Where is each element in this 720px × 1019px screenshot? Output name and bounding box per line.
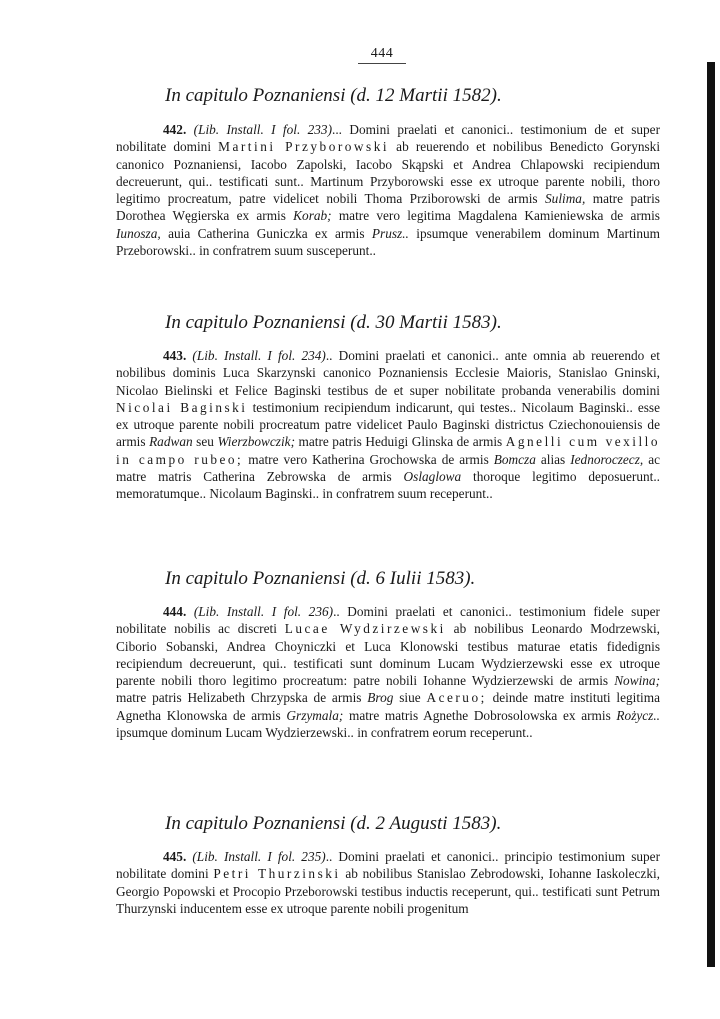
coat-of-arms: Iednoroczecz, — [570, 451, 644, 467]
spaced-name: Aceruo; — [426, 690, 487, 706]
page-number: 444 — [370, 46, 394, 61]
coat-of-arms: Oslaglowa — [403, 469, 462, 485]
coat-of-arms: Wierzbowczik; — [217, 434, 295, 450]
entry-text: ipsumque dominum Lucam Wydzierzewski.. in confratrem eorum receperunt.. — [116, 725, 533, 741]
coat-of-arms: Prusz.. — [371, 225, 409, 241]
entry-text: matre patris Heduigi Glinska de armis — [295, 434, 506, 450]
section-heading: In capitulo Poznaniensi (d. 6 Iulii 1583). — [165, 568, 476, 589]
entry-text: ab reuerendo et nobilibus Benedicto Gorynski canonico Poznaniensi, Iacobo Zapolski, Iacobo Skąpski et Andrea Chlapowski recipiendum decreuerunt, qui.. testificati sunt.. Martinum Przyborowski esse ex utroque parente nobili, thoro legitimo procreatum, patre videlicet nobili Thoma Prziborowski de armis — [116, 139, 661, 207]
coat-of-arms: Bomcza — [493, 451, 536, 467]
entry-paragraph — [116, 848, 660, 917]
entry-text: thoroque legitimo deposuerunt.. memoratumque.. Nicolaum Baginski.. in confratrem suum receperunt.. — [116, 469, 660, 502]
coat-of-arms: Grzymala; — [286, 707, 344, 723]
coat-of-arms: Rożycz.. — [616, 707, 660, 723]
section-heading: In capitulo Poznaniensi (d. 2 Augusti 1583). — [165, 813, 502, 834]
entry-text: deinde matre instituti legitima Agnetha Klonowska de armis — [116, 690, 660, 723]
entry-text: siue — [393, 690, 427, 706]
entry-text: ab nobilibus Stanislao Zebrodowski, Iohanne Iaskoleczki, Georgio Popowski et Procopio Przeborowski testibus inductis receperunt, qui.. testificati sunt Petrum Thurzynski inducentem esse ex utroque parente nobili progenitum — [116, 866, 660, 916]
coat-of-arms: Brog — [367, 690, 394, 706]
entry-text: .. Domini praelati et canonici.. ante omnia ab reuerendo et nobilibus dominis Luca Skarzynski canonico Poznaniensis Ecclesie Maioris, Stanislao Gninski, Nicolao Bielinski et Felice Baginski testibus de et super nobilitate probanda venerabilis domini — [116, 348, 661, 398]
entry-paragraph — [116, 347, 660, 503]
page-edge-bar — [707, 62, 715, 967]
entry-number: 443. — [163, 348, 187, 363]
entry-text: auia Catherina Guniczka ex armis — [160, 225, 372, 241]
spaced-name: Agnelli cum vexillo in campo rubeo; — [116, 434, 661, 467]
entry-text: .. Domini praelati et canonici.. principio testimonium super nobilitate domini — [116, 849, 660, 882]
coat-of-arms: Nowina; — [614, 673, 660, 689]
entry-number: 444. — [163, 604, 187, 619]
entry-number: 442. — [163, 122, 187, 137]
spaced-name: Martini Przyborowski — [218, 139, 390, 155]
entry-source: (Lib. Install. I fol. 233) — [193, 122, 333, 137]
entry-text: matre vero Katherina Grochowska de armis — [243, 451, 494, 467]
entry-text: seu — [192, 434, 218, 450]
entry-text: testimonium recipiendum indicarunt, qui testes.. Nicolaum Baginski.. esse ex utroque parente nobili procreatum patre videlicet Paulo Baginski districtus Cziechonouiensis de armis — [116, 399, 660, 450]
entry-text: ipsumque venerabilem dominum Martinum Przeborowski.. in confratrem suum susceperunt.. — [116, 225, 660, 259]
section-heading: In capitulo Poznaniensi (d. 12 Martii 1582). — [165, 85, 502, 106]
section-heading: In capitulo Poznaniensi (d. 30 Martii 1583). — [165, 312, 502, 333]
entry-text: ac matre matris Catherina Zebrowska de armis — [116, 451, 660, 485]
coat-of-arms: Sulima, — [545, 191, 586, 207]
entry-source: (Lib. Install. I fol. 235) — [192, 849, 326, 864]
page-number-rule — [358, 63, 406, 64]
coat-of-arms: Radwan — [149, 434, 193, 450]
entry-source: (Lib. Install. I fol. 234) — [192, 348, 326, 363]
entry-source: (Lib. Install. I fol. 236) — [193, 604, 334, 619]
entry-text: matre patris Helizabeth Chrzypska de armis — [116, 690, 368, 706]
entry-number: 445. — [163, 849, 187, 864]
coat-of-arms: Korab; — [293, 208, 332, 224]
coat-of-arms: Iunosza, — [116, 225, 161, 241]
spaced-name: Lucae Wydzirzewski — [284, 621, 446, 637]
entry-text: matre vero legitima Magdalena Kamieniewska de armis — [331, 208, 660, 224]
entry-paragraph — [116, 603, 660, 741]
entry-text: ... Domini praelati et canonici.. testimonium de et super nobilitate domini — [116, 122, 661, 155]
entry-text: ab nobilibus Leonardo Modrzewski, Ciborio Sobanski, Andrea Choyniczki et Luca Klonowski testibus maturae etatis fidedignis recipiendum decreuerunt, qui.. testificati sunt dominum Lucam Wydzierzewski esse ex utroque parente nobili thoro legitimo procreatum: patre nobili Iohanne Wydzierzewski de armis — [116, 621, 660, 689]
entry-text: .. Domini praelati et canonici.. testimonium fidele super nobilitate nobilis ac discreti — [116, 604, 660, 637]
entry-text: matre patris Dorothea Węgierska ex armis — [116, 191, 660, 224]
spaced-name: Nicolai Baginski — [116, 399, 248, 415]
spaced-name: Petri Thurzinski — [213, 866, 341, 882]
entry-text: alias — [535, 451, 571, 467]
entry-paragraph — [116, 121, 660, 259]
entry-text: matre matris Agnethe Dobrosolowska ex armis — [343, 707, 617, 723]
